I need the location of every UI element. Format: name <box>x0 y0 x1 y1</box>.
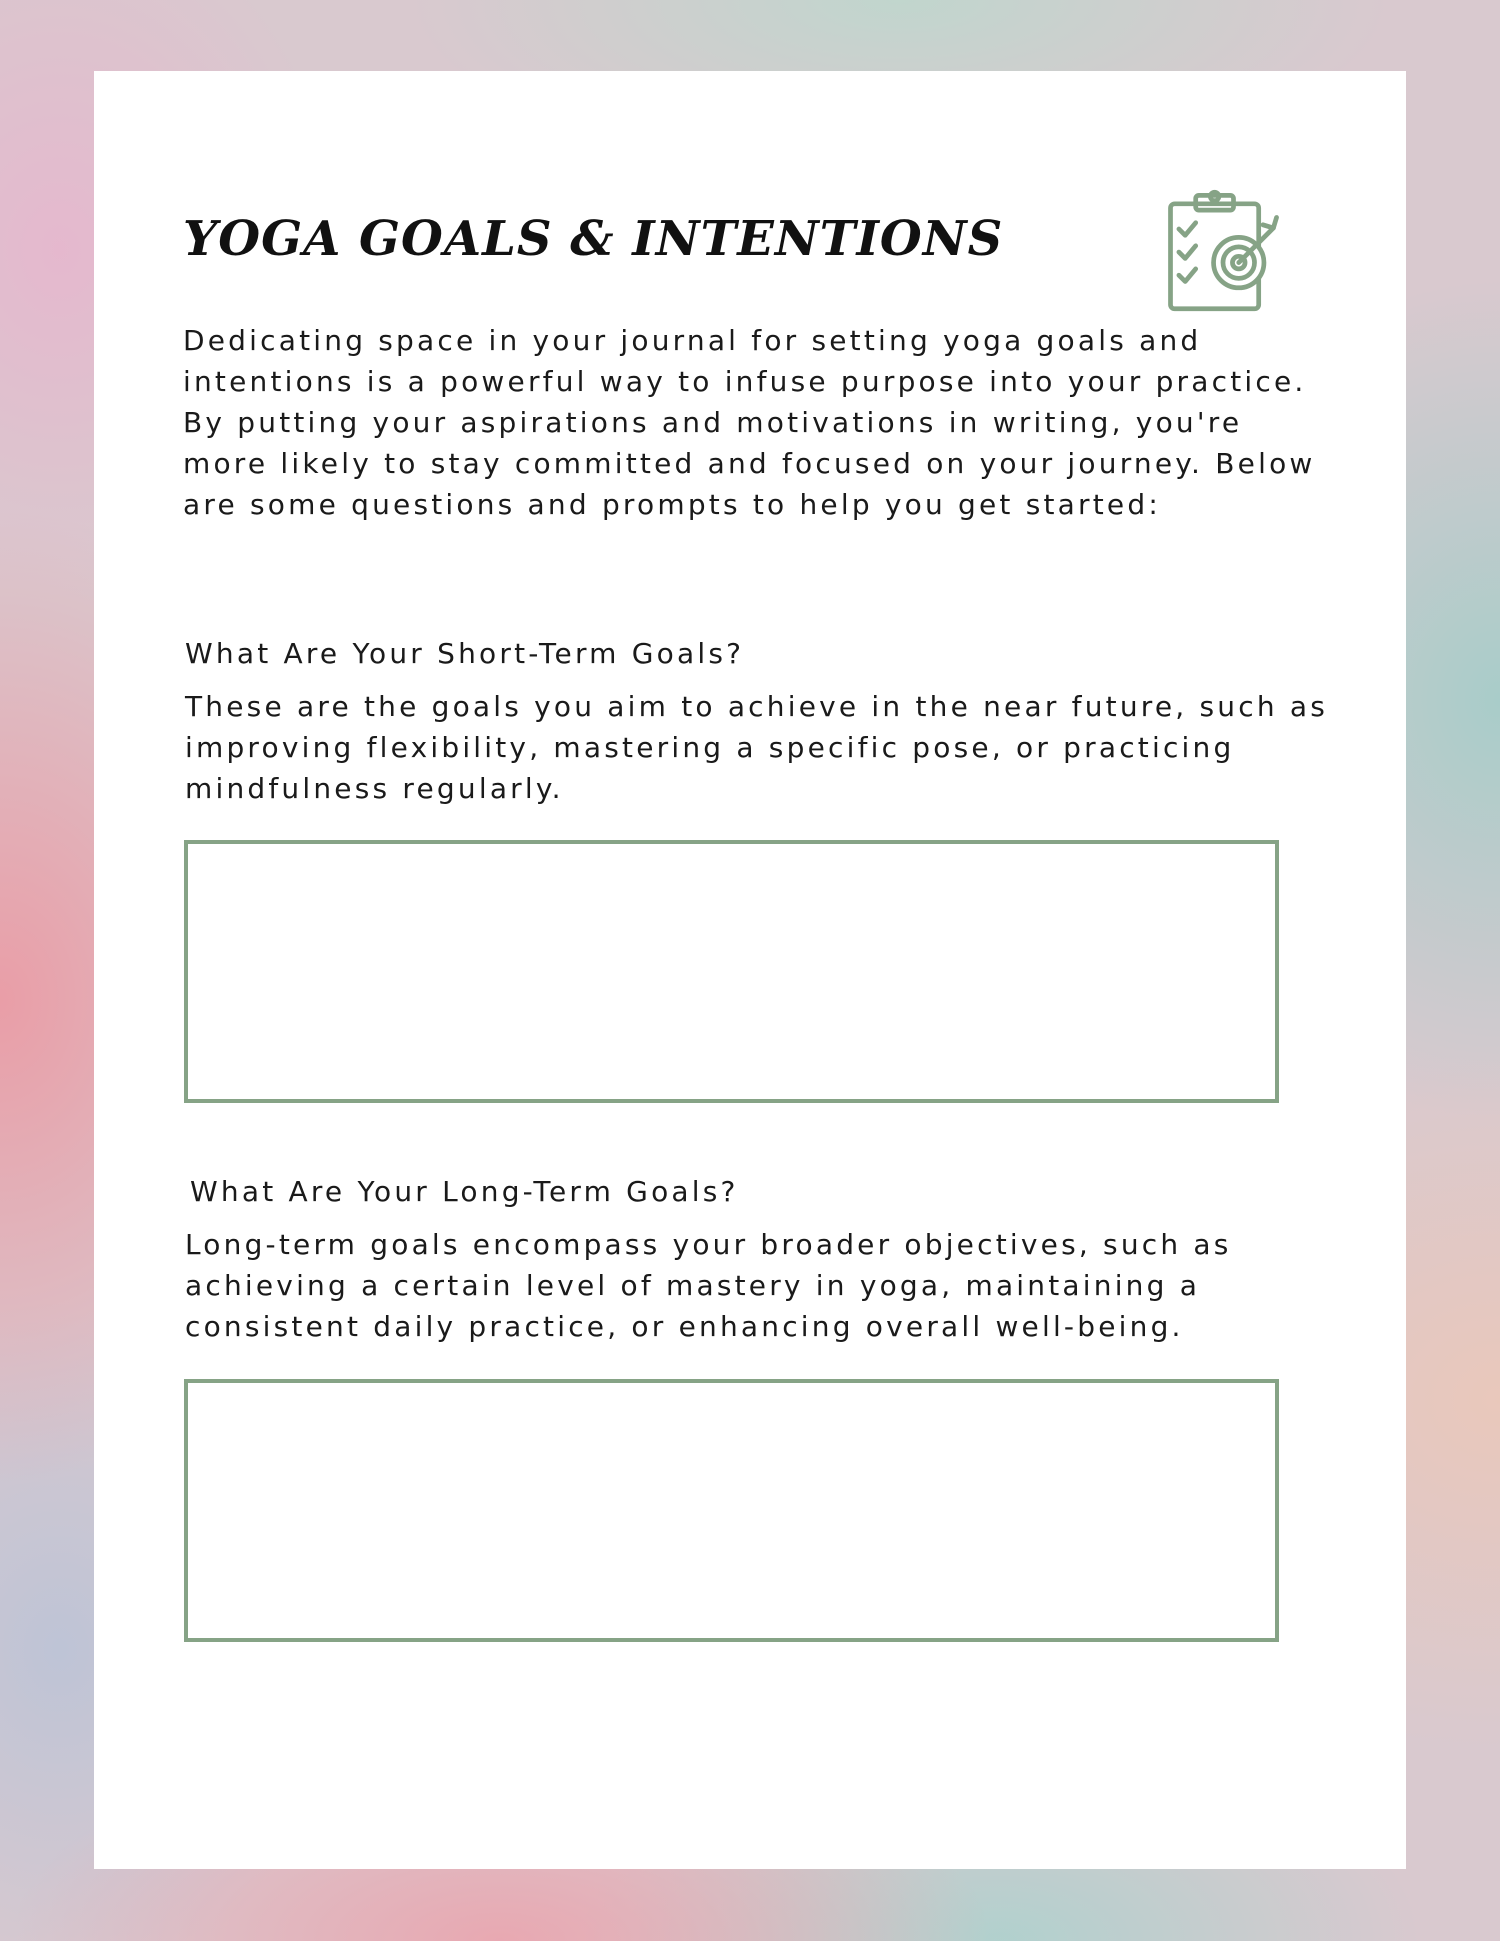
clipboard-target-icon <box>1160 187 1286 313</box>
journal-page <box>94 71 1406 1869</box>
long-term-goals-answer-box[interactable] <box>184 1379 1279 1642</box>
short-term-goals-heading: What Are Your Short-Term Goals? <box>185 637 745 670</box>
intro-paragraph: Dedicating space in your journal for setting yoga goals and intentions is a powerful way to infuse purpose into your practice. By putting your aspirations and motivations in writing, you're more likely to stay committed and focused on your journey. Below are some questions and prompts to help you get started: <box>183 324 1316 521</box>
short-term-goals-answer-box[interactable] <box>184 840 1279 1103</box>
page-title: YOGA GOALS & INTENTIONS <box>183 211 1004 267</box>
long-term-goals-heading: What Are Your Long-Term Goals? <box>190 1175 739 1208</box>
long-term-goals-description: Long-term goals encompass your broader objectives, such as achieving a certain level of mastery in yoga, maintaining a consistent daily practice, or enhancing overall well-being. <box>185 1228 1232 1343</box>
short-term-goals-description: These are the goals you aim to achieve in the near future, such as improving flexibility, mastering a specific pose, or practicing mindfulness regularly. <box>185 690 1329 805</box>
